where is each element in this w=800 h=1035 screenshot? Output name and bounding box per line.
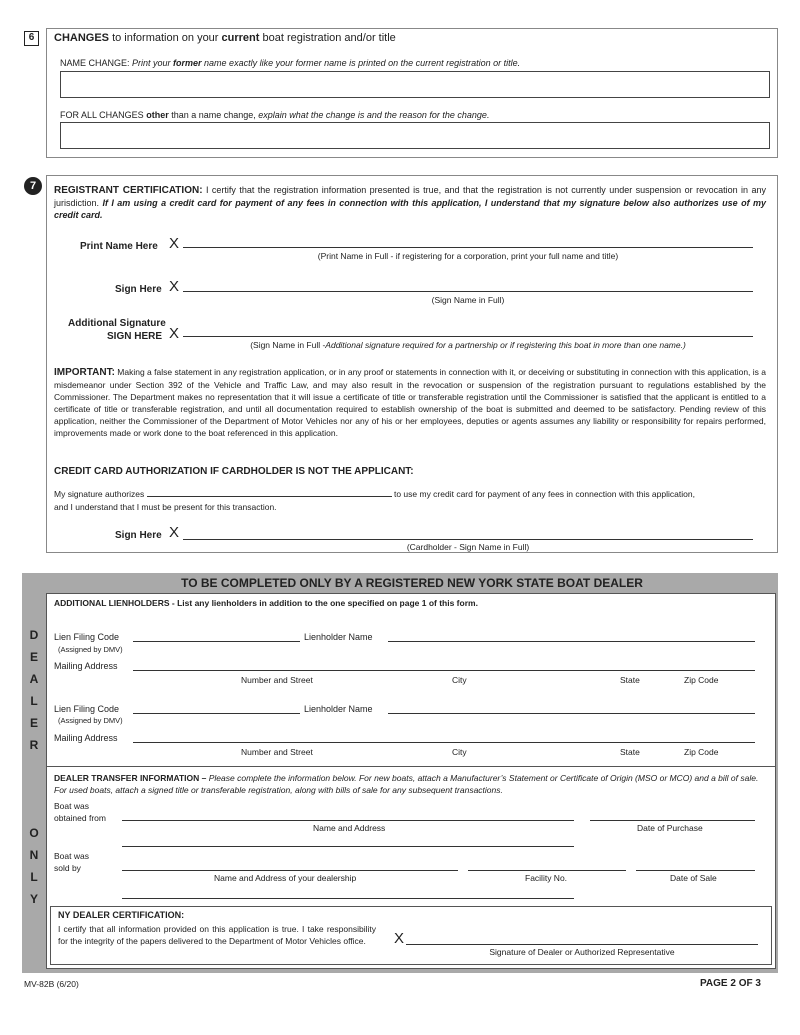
date-of-sale-field[interactable] <box>636 870 755 871</box>
dealer-banner: TO BE COMPLETED ONLY BY A REGISTERED NEW YORK STATE BOAT DEALER <box>181 576 643 590</box>
section-6-number: 6 <box>24 31 39 46</box>
mailing-address-label: Mailing Address <box>54 661 118 671</box>
side-letter: O <box>29 826 39 840</box>
side-letter: Y <box>29 892 38 906</box>
print-name-line[interactable] <box>183 247 753 248</box>
caption-date-sale: Date of Sale <box>670 873 717 883</box>
lienholder-name-field[interactable] <box>388 641 755 642</box>
section-6-heading: CHANGES to information on your current boat registration and/or title <box>54 32 396 44</box>
dealer-only-side-label <box>24 624 44 904</box>
caption-zip: Zip Code <box>684 675 719 685</box>
change-explanation-field[interactable] <box>60 122 770 149</box>
caption-zip: Zip Code <box>684 747 719 757</box>
cardholder-signature-line[interactable] <box>183 539 753 540</box>
cardholder-sign-label: Sign Here <box>115 530 162 541</box>
side-letter: L <box>30 694 38 708</box>
cardholder-caption: (Cardholder - Sign Name in Full) <box>406 542 530 552</box>
authorized-name-blank[interactable] <box>147 489 392 497</box>
caption-state: State <box>620 675 640 685</box>
caption-facility: Facility No. <box>525 873 568 883</box>
dealership-field[interactable] <box>122 870 458 871</box>
assigned-by-dmv-note: (Assigned by DMV) <box>58 716 123 725</box>
print-name-caption: (Print Name in Full - if registering for a corporation, print your full name and title) <box>317 251 619 261</box>
signature-caption: (Sign Name in Full) <box>431 295 505 305</box>
name-change-instruction: NAME CHANGE: Print your former name exactly like your former name is printed on the current registration or title. <box>60 58 521 68</box>
signature-line[interactable] <box>183 291 753 292</box>
mailing-address-label: Mailing Address <box>54 733 118 743</box>
lien-filing-code-label: Lien Filing Code <box>54 704 120 714</box>
sign-here-label: Sign Here <box>115 284 162 295</box>
mailing-address-field[interactable] <box>133 670 755 671</box>
caption-street: Number and Street <box>241 747 313 757</box>
obtained-from-field[interactable] <box>122 820 574 821</box>
dealer-transfer-text: DEALER TRANSFER INFORMATION – Please complete the information below. For new boats, attach a Manufacturer’s Statement or Certificate of Origin (MSO or MCO) and a bill of sale. For used boats, attach a signed title or transferable registration, along with bills of sale for any subsequent transactions. <box>54 773 759 795</box>
lienholder-name-field[interactable] <box>388 713 755 714</box>
sign-here-x-mark: X <box>169 278 180 295</box>
mailing-address-field[interactable] <box>133 742 755 743</box>
assigned-by-dmv-note: (Assigned by DMV) <box>58 645 123 654</box>
side-letter: E <box>29 650 38 664</box>
print-name-x-mark: X <box>169 235 180 252</box>
important-notice: IMPORTANT: Making a false statement in any registration application, or in any proof or statements in connection with it, or deceiving or substituting in connection with this application, is a misdemeanor under Section 392 of the Vehicle and Traffic Law, and may also result in the revocation or suspension of the registration pursuant to regulations established by the Commissioner. The Department makes no representation that it will issue a certificate of title or transferable registration until the Commissioner is satisfied that the applicant is entitled to a certificate of title or transferable registration, and until all documentation required to establish ownership of the boat is submitted and deemed to be satisfactory. Pending review of this application, neither the Commissioner of the Department of Motor Vehicles nor any of his or her employees, deputies or agents assumes any liability or responsibility for repairs performed, improvements made or work done to the boat referenced in this application. <box>54 367 766 438</box>
form-id: MV-82B (6/20) <box>24 979 79 989</box>
lien-filing-code-label: Lien Filing Code <box>54 632 120 642</box>
cardholder-x-mark: X <box>169 524 180 541</box>
lien-filing-code-field[interactable] <box>133 713 300 714</box>
caption-street: Number and Street <box>241 675 313 685</box>
all-changes-instruction: FOR ALL CHANGES other than a name change, explain what the change is and the reason for the change. <box>60 110 490 120</box>
additional-signature-label: Additional Signature <box>68 318 166 329</box>
caption-city: City <box>452 675 467 685</box>
caption-dealership: Name and Address of your dealership <box>214 873 357 883</box>
credit-card-authorization-line1: My signature authorizes to use my credit card for payment of any fees in connection with this application, <box>54 489 695 499</box>
additional-signature-line[interactable] <box>183 336 753 337</box>
side-letter: A <box>29 672 39 686</box>
additional-sign-x-mark: X <box>169 325 180 342</box>
additional-signature-caption: (Sign Name in Full -Additional signature required for a partnership or if registering this boat in more than one name.) <box>250 340 686 350</box>
dealer-signature-caption: Signature of Dealer or Authorized Representative <box>489 947 675 957</box>
date-of-purchase-field[interactable] <box>590 820 755 821</box>
dealer-signature-x-mark: X <box>394 930 405 947</box>
additional-sign-here-label: SIGN HERE <box>107 331 163 342</box>
dealer-certification-title: NY DEALER CERTIFICATION: <box>58 910 185 920</box>
lien-filing-code-field[interactable] <box>133 641 300 642</box>
sold-by-label: Boat was sold by <box>54 851 89 873</box>
page-number: PAGE 2 OF 3 <box>700 978 761 989</box>
facility-no-field[interactable] <box>468 870 626 871</box>
former-name-field[interactable] <box>60 71 770 98</box>
side-letter: N <box>29 848 39 862</box>
credit-card-authorization-line2: and I understand that I must be present for this transaction. <box>54 502 277 512</box>
lienholder-name-label: Lienholder Name <box>304 632 373 642</box>
caption-state: State <box>620 747 640 757</box>
registrant-certification-text: REGISTRANT CERTIFICATION: I certify that the registration information presented is true, and that the registration is not currently under suspension or revocation in any jurisdiction. If I am using a credit card for payment of any fees in connection with this application, I understand that my signature below also authorizes use of my credit card. <box>54 185 766 220</box>
obtained-from-label: Boat was obtained from <box>54 801 106 823</box>
lienholder-name-label: Lienholder Name <box>304 704 373 714</box>
dealer-signature-line[interactable] <box>406 944 758 945</box>
side-letter: E <box>29 716 38 730</box>
caption-city: City <box>452 747 467 757</box>
dealership-field-line2[interactable] <box>122 898 574 899</box>
lienholders-title: ADDITIONAL LIENHOLDERS - List any lienholders in addition to the one specified on page 1 of this form. <box>54 598 478 608</box>
side-letter: L <box>30 870 38 884</box>
obtained-from-field-line2[interactable] <box>122 846 574 847</box>
caption-name-address: Name and Address <box>313 823 386 833</box>
credit-card-title: CREDIT CARD AUTHORIZATION IF CARDHOLDER IS NOT THE APPLICANT: <box>54 466 414 477</box>
dealer-certification-text: I certify that all information provided on this application is true. I take responsibility for the integrity of the papers delivered to the Department of Motor Vehicles office. <box>58 924 376 946</box>
divider <box>46 766 776 767</box>
caption-date-purchase: Date of Purchase <box>637 823 703 833</box>
section-7-number: 7 <box>24 177 42 195</box>
print-name-label: Print Name Here <box>80 241 158 252</box>
side-letter: D <box>29 628 39 642</box>
side-letter: R <box>29 738 39 752</box>
